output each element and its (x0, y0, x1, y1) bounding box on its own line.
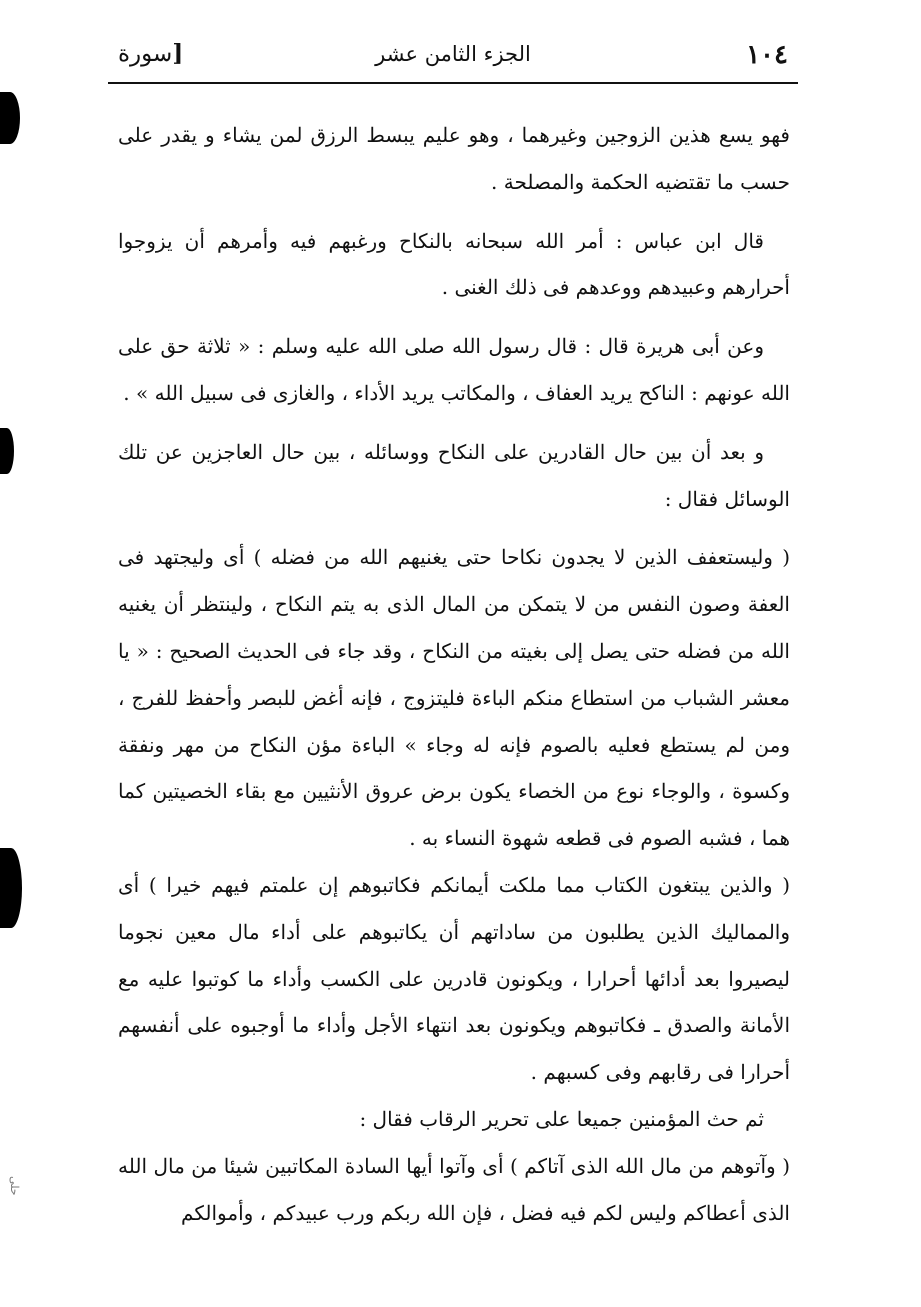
paragraph-5: ( وليستعفف الذين لا يجدون نكاحا حتى يغنيهم الله من فضله ) أى وليجتهد فى العفة وصون النفس من لا يتمكن من المال الذى به يتم النكاح ، ولينتظر أن يغنيه الله من فضله حتى يصل إلى بغيته من النكاح ، وقد جاء فى الحديث الصحيح : « يا معشر الشباب من استطاع منكم الباءة فليتزوج ، فإنه أغض للبصر وأحفظ للفرج ، ومن لم يستطع فعليه بالصوم فإنه له وجاء » الباءة مؤن النكاح من مهر ونفقة وكسوة ، والوجاء نوع من الخصاء يكون برض عروق الأنثيين مع بقاء الخصيتين كما هما ، فشبه الصوم فى قطعه شهوة النساء به . (118, 545, 790, 851)
paragraph-6: ( والذين يبتغون الكتاب مما ملكت أيمانكم فكاتبوهم إن علمتم فيهم خيرا ) أى والمماليك الذين يطلبون من ساداتهم أن يكاتبوهم على أداء مال معين نجوما ليصيروا بعد أدائها أحرارا ، ويكونون قادرين على الكسب وأداء ما كوتبوا عليه مع الأمانة والصدق ـ فكاتبوهم ويكونون بعد انتهاء الأجل وأداء ما أوجبوه على أنفسهم أحرارا فى رقابهم وفى كسبهم . (118, 872, 790, 1085)
paragraph-4: و بعد أن بين حال القادرين على النكاح ووسائله ، بين حال العاجزين عن تلك الوسائل فقال : (118, 439, 790, 511)
running-title: الجزء الثامن عشر (375, 42, 531, 66)
scan-blot-left-middle (0, 428, 14, 474)
paragraph-3: وعن أبى هريرة قال : قال رسول الله صلى الله عليه وسلم : « ثلاثة حق على الله عونهم : الناكح يريد العفاف ، والمكاتب يريد الأداء ، والغازى فى سبيل الله » . (118, 334, 790, 405)
page-number: ١٠٤ (746, 40, 788, 70)
paragraph-7: ثم حث المؤمنين جميعا على تحرير الرقاب فقال : (359, 1106, 764, 1131)
page-header (118, 40, 788, 80)
paragraph-2: قال ابن عباس : أمر الله سبحانه بالنكاح ورغبهم فيه وأمرهم أن يزوجوا أحرارهم وعبيدهم ووعدهم فى ذلك الغنى . (118, 228, 790, 300)
paragraph-8: ( وآتوهم من مال الله الذى آتاكم ) أى وآتوا أيها السادة المكاتبين شيئا من مال الله الذى أعطاكم وليس لكم فيه فضل ، فإن الله ربكم ورب عبيدكم ، وأموالكم (118, 1153, 790, 1225)
surah-bracket: [ (172, 40, 184, 67)
scan-blot-left-top (0, 92, 20, 144)
scan-blot-left-lower (0, 848, 22, 928)
surah-label (118, 40, 183, 67)
paragraph-1: فهو يسع هذين الزوجين وغيرهما ، وهو عليم يبسط الرزق لمن يشاء و يقدر على حسب ما تقتضيه الحكمة والمصلحة . (118, 123, 790, 194)
header-rule (108, 82, 798, 84)
margin-annotation: حلى (8, 1176, 21, 1196)
body-text (118, 112, 790, 1236)
surah-label-text: سورة (118, 41, 173, 67)
